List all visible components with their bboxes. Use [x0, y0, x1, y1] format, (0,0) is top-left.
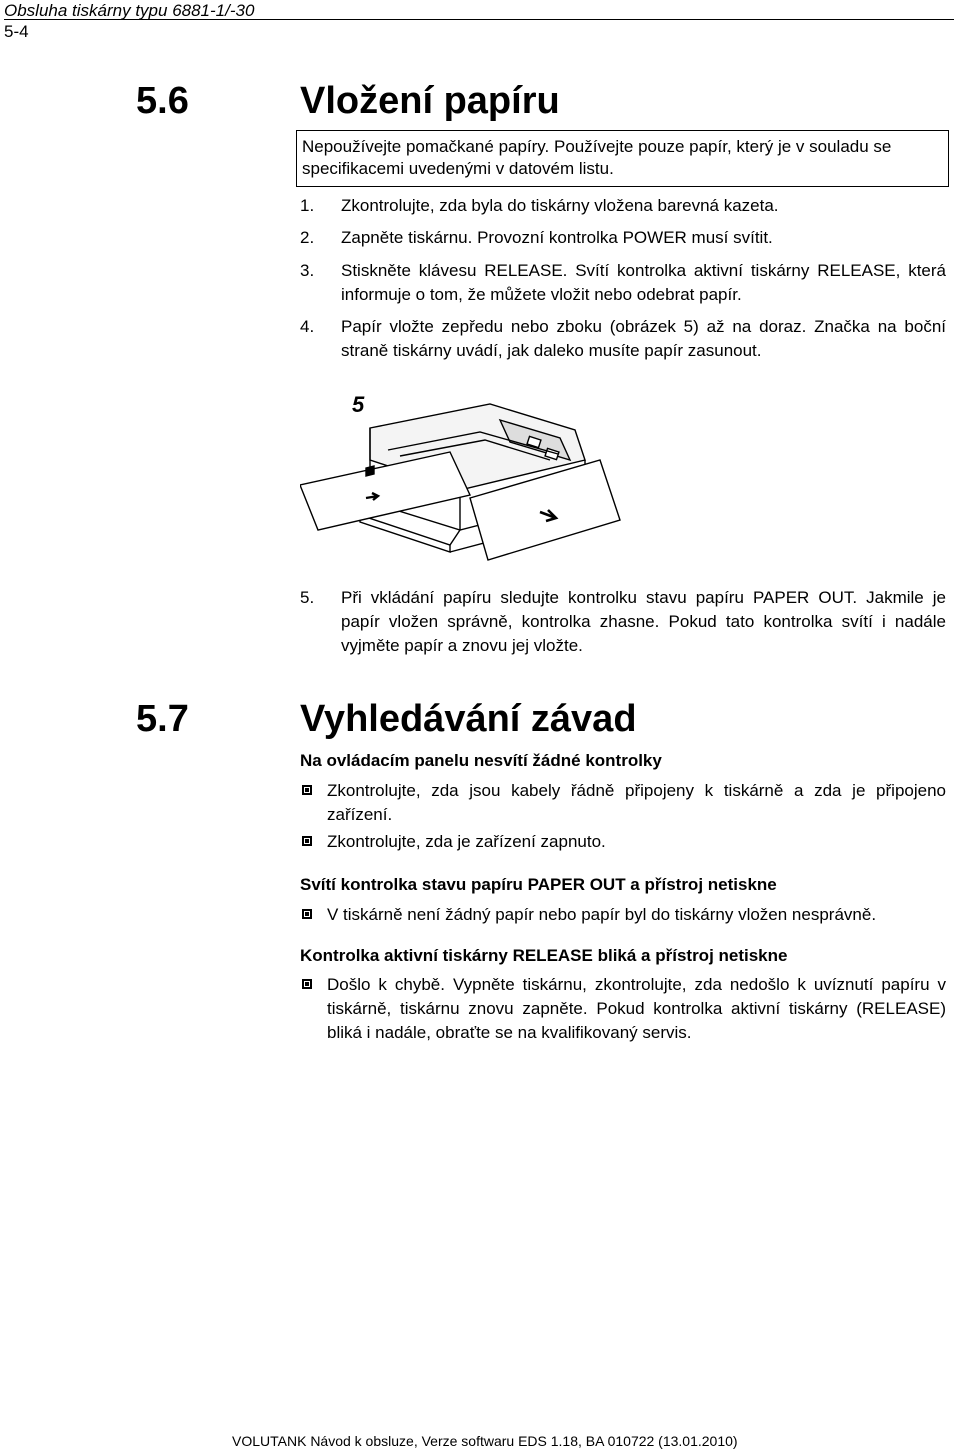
section-number: 5.7 — [136, 698, 189, 740]
step-item — [300, 586, 946, 658]
step-text: Stiskněte klávesu RELEASE. Svítí kontrolka aktivní tiskárny RELEASE, která informuje o tom, že můžete vložit nebo odebrat papír. — [341, 261, 946, 304]
bullet-text: V tiskárně není žádný papír nebo papír byl do tiskárny vložen nesprávně. — [327, 905, 877, 924]
bullet-square-icon — [302, 836, 312, 846]
section-title: Vložení papíru — [300, 80, 560, 122]
bullet-item — [300, 973, 946, 1045]
bullet-square-icon — [302, 785, 312, 795]
step-number: 1. — [300, 196, 315, 215]
figure-label: 5 — [352, 392, 365, 417]
step-item — [300, 226, 946, 250]
bullet-text: Došlo k chybě. Vypněte tiskárnu, zkontrolujte, zda nedošlo k uvíznutí papíru v tiskárně, tiskárnu znovu zapněte. Pokud kontrolka aktivní tiskárny (RELEASE) bliká i nadále, obraťte se na kvalifikovaný servis. — [327, 975, 946, 1042]
header-title: Obsluha tiskárny typu 6881-1/-30 — [4, 1, 255, 20]
step-number: 4. — [300, 317, 315, 336]
bullet-text: Zkontrolujte, zda je zařízení zapnuto. — [327, 832, 606, 851]
printer-figure — [300, 390, 660, 570]
section-number: 5.6 — [136, 80, 189, 122]
step-text: Zapněte tiskárnu. Provozní kontrolka POWER musí svítit. — [341, 228, 773, 247]
step-text: Při vkládání papíru sledujte kontrolku stavu papíru PAPER OUT. Jakmile je papír vložen správně, kontrolka zhasne. Pokud tato kontrolka svítí i nadále vyjměte papír a znovu jej vložte. — [341, 588, 946, 655]
step-text: Papír vložte zepředu nebo zboku (obrázek 5) až na doraz. Značka na boční straně tiskárny uvádí, jak daleko musíte papír zasunout. — [341, 317, 946, 360]
bullet-item — [300, 779, 946, 827]
page-number: 5-4 — [4, 22, 29, 41]
bullet-square-icon — [302, 979, 312, 989]
troubleshoot-heading: Svítí kontrolka stavu papíru PAPER OUT a přístroj netiskne — [300, 875, 777, 894]
step-number: 3. — [300, 261, 315, 280]
note-box: Nepoužívejte pomačkané papíry. Používejte pouze papír, který je v souladu se specifikacemi uvedenými v datovém listu. — [296, 130, 949, 187]
bullet-text: Zkontrolujte, zda jsou kabely řádně připojeny k tiskárně a zda je připojeno zařízení. — [327, 781, 946, 824]
bullet-item — [300, 903, 946, 927]
step-item — [300, 315, 946, 363]
page-footer: VOLUTANK Návod k obsluze, Verze softwaru EDS 1.18, BA 010722 (13.01.2010) — [232, 1433, 738, 1449]
step-item — [300, 194, 946, 218]
section-title: Vyhledávání závad — [300, 698, 637, 740]
troubleshoot-heading: Kontrolka aktivní tiskárny RELEASE bliká a přístroj netiskne — [300, 946, 788, 965]
bullet-item — [300, 830, 946, 854]
step-text: Zkontrolujte, zda byla do tiskárny vložena barevná kazeta. — [341, 196, 779, 215]
step-number: 5. — [300, 588, 315, 607]
header-divider — [4, 19, 954, 20]
bullet-square-icon — [302, 909, 312, 919]
step-item — [300, 259, 946, 307]
step-number: 2. — [300, 228, 315, 247]
page-header — [4, 0, 254, 42]
troubleshoot-heading: Na ovládacím panelu nesvítí žádné kontrolky — [300, 751, 662, 770]
